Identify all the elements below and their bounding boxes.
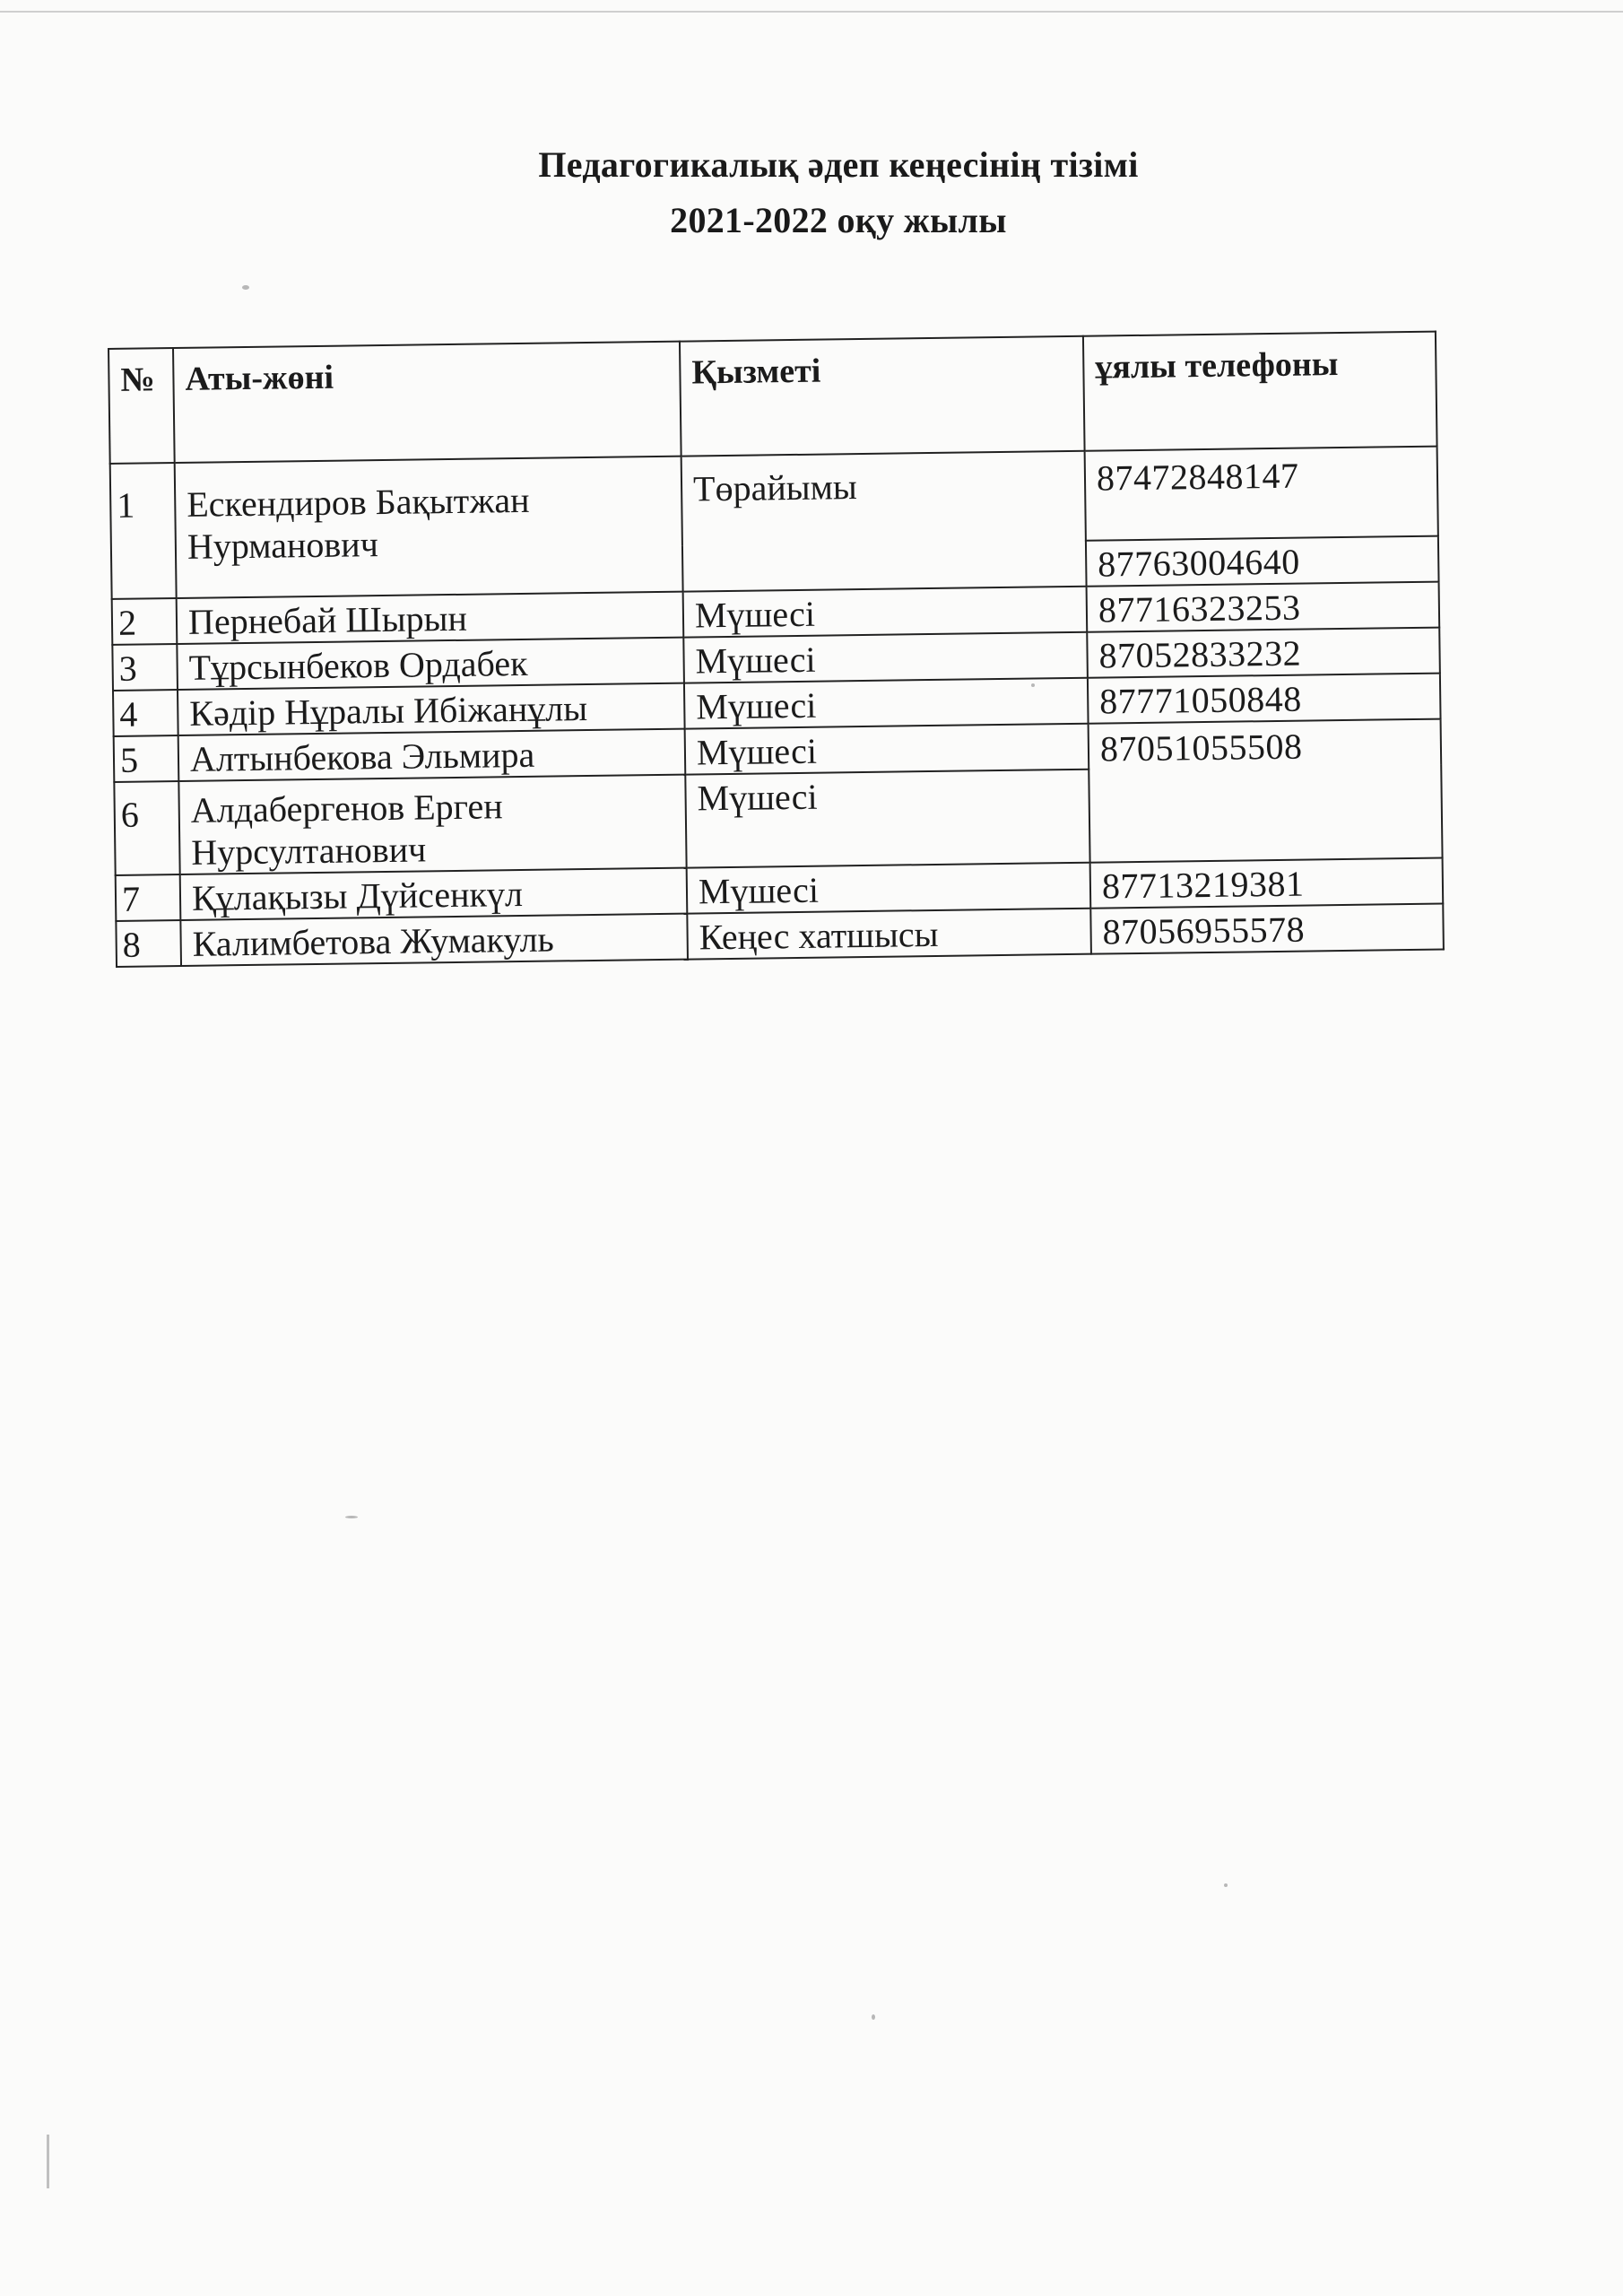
document-title: Педагогикалық әдеп кеңесінің тізімі [538,144,1139,185]
member-phone: 87052833232 [1087,628,1440,678]
row-number: 2 [112,598,178,645]
scan-speck [1224,1883,1228,1887]
row-number: 8 [116,920,181,967]
member-phone: 87713219381 [1090,858,1444,909]
header-full-name: Аты-жөні [173,342,681,463]
scan-margin-mark [47,2135,49,2188]
row-number: 4 [113,690,178,736]
table-header-row [108,332,1437,464]
scan-speck [872,2014,875,2020]
scan-speck [242,285,249,290]
member-name: Алтынбекова Эльмира [178,729,686,781]
row-number: 6 [114,781,179,875]
row-number: 5 [114,735,179,782]
table-row [110,447,1438,553]
header-number: № [108,348,175,464]
member-name: Пернебай Шырын [177,592,684,644]
council-members-table [108,331,1445,968]
member-name: Ескендиров Бақытжан Нурманович [175,457,683,598]
scan-edge-line [0,11,1623,13]
row-number: 3 [112,644,178,691]
row-number: 1 [110,463,177,599]
member-name: Құлақызы Дүйсенкүл [180,868,688,920]
member-phone: 87056955578 [1090,904,1444,954]
member-phone: 87763004640 [1086,536,1439,587]
member-position: Кеңес хатшысы [687,909,1091,960]
member-position: Мүшесі [685,770,1089,868]
header-mobile-phone: ұялы телефоны [1083,332,1437,451]
member-position: Мүшесі [687,863,1091,914]
member-phone: 87716323253 [1087,582,1440,632]
member-phone: 87472848147 [1085,447,1438,541]
member-position: Төрайымы [681,451,1087,592]
council-members-table-wrapper [108,331,1443,968]
member-name: Калимбетова Жумакуль [180,914,688,966]
member-name: Кәдір Нұралы Ибіжанұлы [178,683,685,735]
row-number: 7 [116,874,181,921]
member-phone: 87051055508 [1089,719,1443,863]
member-position: Мүшесі [683,632,1088,683]
member-position: Мүшесі [684,678,1089,729]
member-name: Тұрсынбеков Ордабек [177,638,684,690]
member-position: Мүшесі [685,724,1089,775]
member-name: Алдабергенов Ерген Нурсултанович [178,775,686,874]
member-position: Мүшесі [683,587,1088,638]
document-subtitle-year: 2021-2022 оқу жылы [670,200,1007,240]
member-phone: 87771050848 [1088,674,1441,724]
scan-speck [345,1516,358,1518]
header-position: Қызметі [680,336,1085,457]
